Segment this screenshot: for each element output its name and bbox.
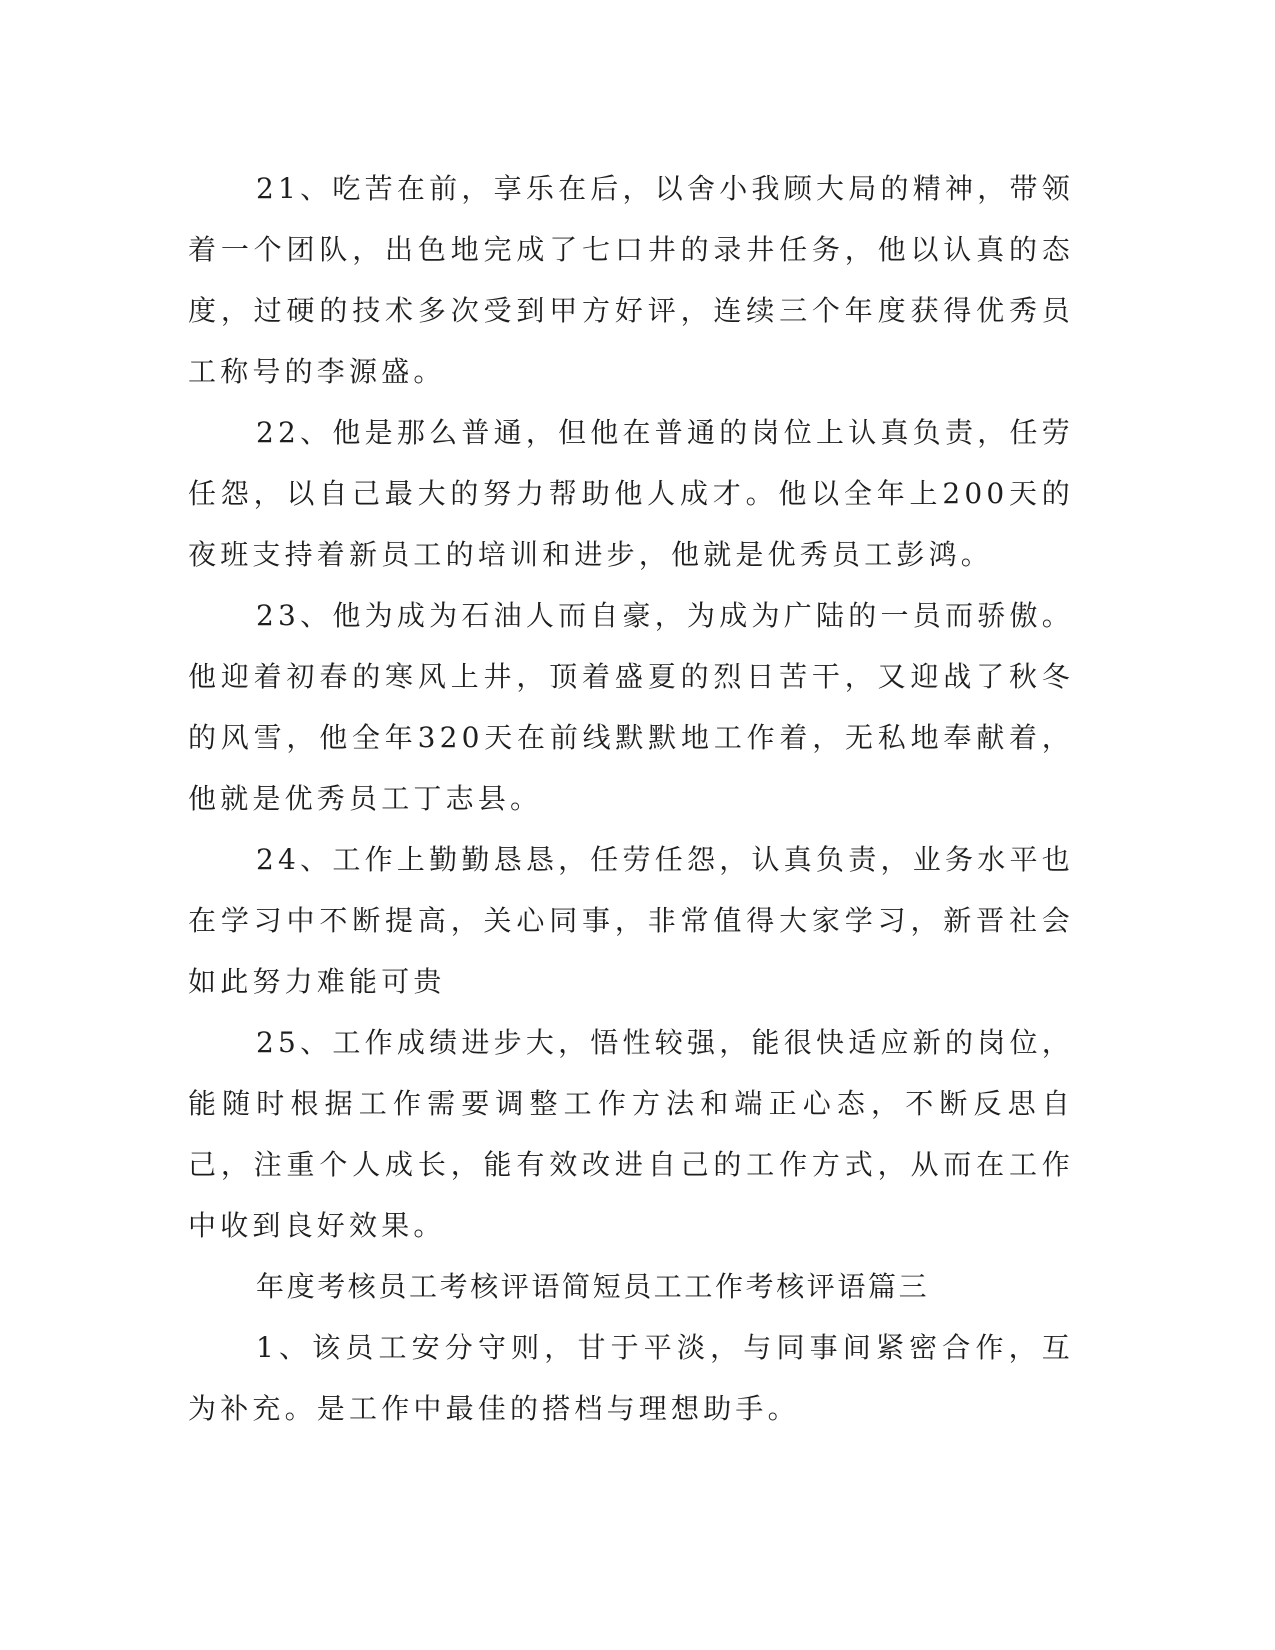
section-paragraph-1: 1、该员工安分守则，甘于平淡，与同事间紧密合作，互为补充。是工作中最佳的搭档与理想助手。 (188, 1331, 1074, 1425)
section-heading: 年度考核员工考核评语简短员工工作考核评语篇三 (256, 1270, 930, 1303)
paragraph-22: 22、他是那么普通，但他在普通的岗位上认真负责，任劳任怨，以自己最大的努力帮助他人成才。他以全年上200天的夜班支持着新员工的培训和进步，他就是优秀员工彭鸿。 (188, 416, 1074, 571)
paragraph-23: 23、他为成为石油人而自豪，为成为广陆的一员而骄傲。他迎着初春的寒风上井，顶着盛夏的烈日苦干，又迎战了秋冬的风雪，他全年320天在前线默默地工作着，无私地奉献着，他就是优秀员工丁志县。 (188, 599, 1074, 815)
document-body (188, 158, 1074, 1439)
paragraph-21: 21、吃苦在前，享乐在后，以舍小我顾大局的精神，带领着一个团队，出色地完成了七口井的录井任务，他以认真的态度，过硬的技术多次受到甲方好评，连续三个年度获得优秀员工称号的李源盛。 (188, 172, 1074, 388)
paragraph-24: 24、工作上勤勤恳恳，任劳任怨，认真负责，业务水平也在学习中不断提高，关心同事，非常值得大家学习，新晋社会如此努力难能可贵 (188, 843, 1074, 998)
paragraph-25: 25、工作成绩进步大，悟性较强，能很快适应新的岗位，能随时根据工作需要调整工作方法和端正心态，不断反思自己，注重个人成长，能有效改进自己的工作方式，从而在工作中收到良好效果。 (188, 1026, 1074, 1242)
